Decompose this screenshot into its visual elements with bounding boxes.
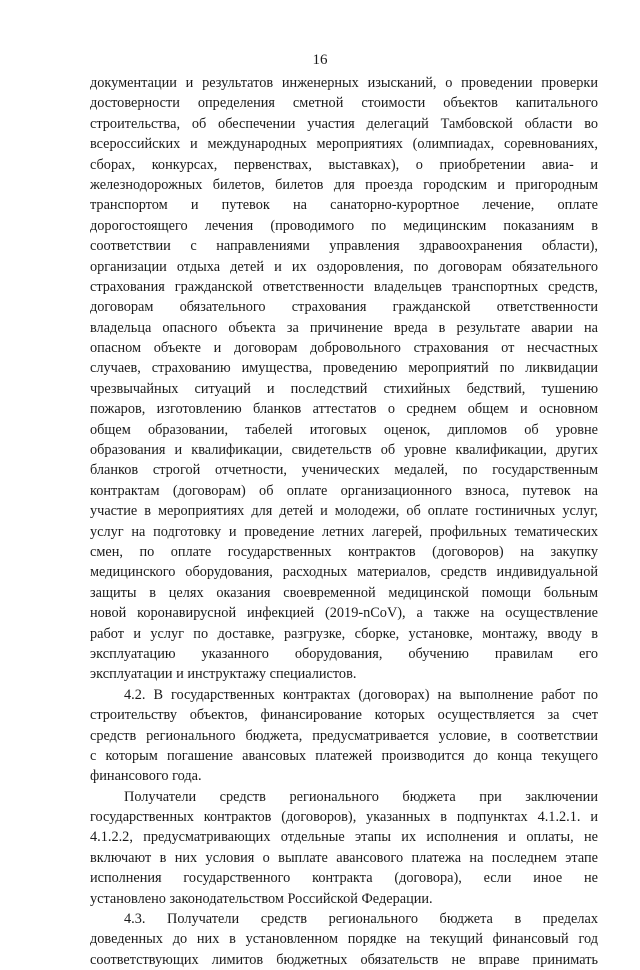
text-line: установлено законодательством Российской Федерации. xyxy=(90,890,433,907)
text-line: всероссийских и международных мероприятиях (олимпиадах, соревнованиях, xyxy=(90,136,598,153)
text-line: 4.3. Получатели средств регионального бюджета в пределах xyxy=(124,911,598,928)
text-line: участие в мероприятиях для детей и молодежи, об оплате гостиничных услуг, xyxy=(90,503,598,520)
text-line: владельца опасного объекта за причинение вреда в результате аварии на xyxy=(90,319,598,336)
text-line: чрезвычайных ситуаций и последствий стихийных бедствий, тушению xyxy=(90,380,598,397)
text-line: 4.1.2.2, предусматривающих отдельные этапы их исполнения и оплаты, не xyxy=(90,829,598,846)
text-line: дорогостоящего лечения (проводимого по медицинским показаниям в xyxy=(90,217,598,234)
text-line: сборах, конкурсах, первенствах, выставках), о приобретении авиа- и xyxy=(90,156,598,173)
text-line: новой коронавирусной инфекцией (2019-nCoV), а также на осуществление xyxy=(90,605,598,622)
text-line: финансового года. xyxy=(90,768,202,785)
text-line: смен, по оплате государственных контрактов (договоров) на закупку xyxy=(90,543,598,560)
text-line: страхования гражданской ответственности владельцев транспортных средств, xyxy=(90,278,598,295)
text-line: доведенных до них в установленном порядке на текущий финансовый год xyxy=(90,931,598,948)
text-line: документации и результатов инженерных изысканий, о проведении проверки xyxy=(90,75,598,91)
page-number: 16 xyxy=(312,52,328,68)
text-line: соответствии с направлениями управления здравоохранения области), xyxy=(90,238,598,255)
text-line: защиты в целях оказания своевременной медицинской помощи больным xyxy=(90,584,598,601)
text-line: медицинского оборудования, расходных материалов, средств индивидуальной xyxy=(90,564,598,581)
text-line: организации отдыха детей и их оздоровления, по договорам обязательного xyxy=(90,258,598,275)
text-line: опасном объекте и договорам добровольного страхования от несчастных xyxy=(90,340,598,357)
text-line: случаев, страхованию имущества, проведению мероприятий по ликвидации xyxy=(90,360,598,377)
text-line: договорам обязательного страхования гражданской ответственности xyxy=(90,299,598,316)
text-line: достоверности определения сметной стоимости объектов капитального xyxy=(90,95,598,112)
text-line: контрактам (договорам) об оплате организационного взноса, путевок на xyxy=(90,482,598,499)
text-line: эксплуатацию указанного оборудования, обучению правилам его xyxy=(90,645,598,662)
paragraph xyxy=(90,685,598,787)
text-line: работ и услуг по доставке, разгрузке, сборке, установке, монтажу, вводу в xyxy=(90,625,598,642)
text-line: включают в них условия о выплате авансового платежа на последнем этапе xyxy=(90,849,598,866)
text-line: железнодорожных билетов, билетов для проезда городским и пригородным xyxy=(90,176,598,193)
text-line: эксплуатации и инструктажу специалистов. xyxy=(90,666,357,683)
text-line: с которым погашение авансовых платежей производится до конца текущего xyxy=(90,747,598,764)
text-line: 4.2. В государственных контрактах (договорах) на выполнение работ по xyxy=(124,686,598,703)
text-line: бланков строгой отчетности, ученических медалей, по государственным xyxy=(90,462,598,479)
paragraph xyxy=(90,73,598,685)
text-line: средств регионального бюджета, предусматривается условие, в соответствии xyxy=(90,727,598,744)
text-line: пожаров, изготовлению бланков аттестатов о среднем общем и основном xyxy=(90,401,598,418)
text-line: транспортом и путевок на санаторно-курортное лечение, оплате xyxy=(90,197,598,214)
text-line: соответствующих лимитов бюджетных обязательств не вправе принимать xyxy=(90,951,598,968)
paragraph xyxy=(90,909,598,970)
text-line: образования и квалификации, свидетельств об уровне квалификации, других xyxy=(90,442,598,459)
text-line: услуг на подготовку и проведение летних лагерей, профильных тематических xyxy=(90,523,598,540)
text-line: исполнения государственного контракта (договора), если иное не xyxy=(90,870,598,887)
text-line: государственных контрактов (договоров), указанных в подпунктах 4.1.2.1. и xyxy=(90,809,598,826)
paragraph xyxy=(90,787,598,909)
document-body xyxy=(90,73,598,970)
text-line: строительству объектов, финансирование которых осуществляется за счет xyxy=(90,707,598,724)
text-line: Получатели средств регионального бюджета при заключении xyxy=(124,788,598,805)
text-line: общем образовании, табелей итоговых оценок, дипломов об уровне xyxy=(90,421,598,438)
text-line: строительства, об обеспечении участия делегаций Тамбовской области во xyxy=(90,115,598,132)
